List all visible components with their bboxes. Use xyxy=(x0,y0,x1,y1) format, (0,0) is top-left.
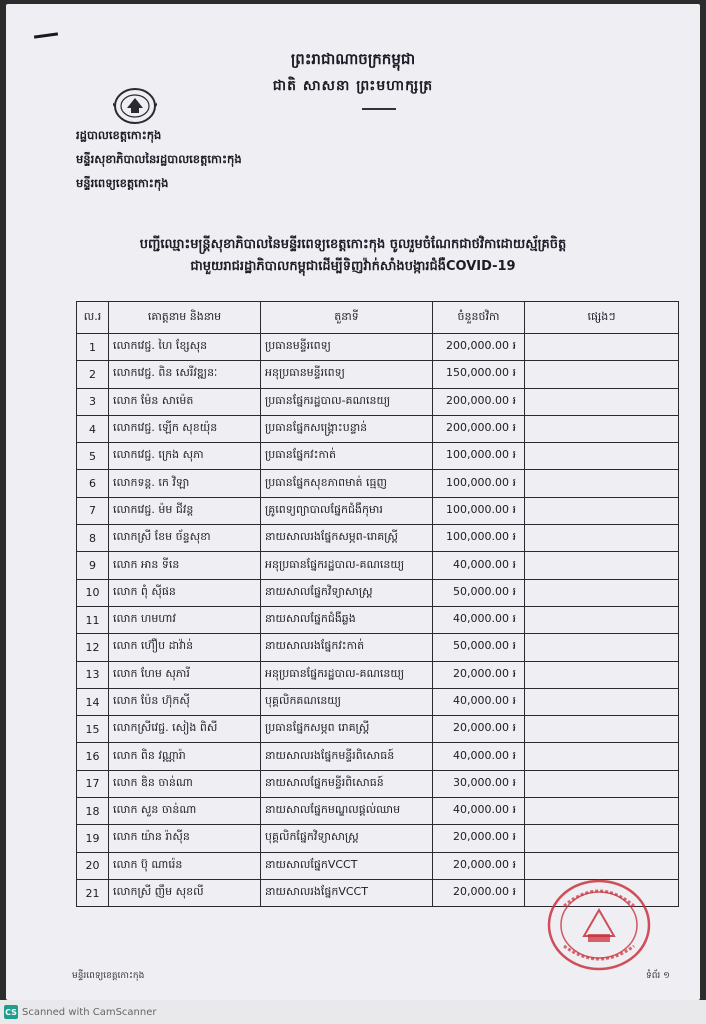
table-row xyxy=(77,716,679,743)
cell-role: ប្រធានផ្នែកសុខភាពមាត់ ធ្មេញ xyxy=(261,470,433,497)
cell-name: លោក ប៊ុ ណារ៉េន xyxy=(109,852,261,879)
cell-notes xyxy=(525,798,679,825)
cell-number: 6 xyxy=(77,470,109,497)
cell-name: លោក ប៉ែន ហ៊ុកស៊ី xyxy=(109,688,261,715)
cell-name: លោកវេជ្ជ. ពិន សេរីវឌ្ឍនៈ xyxy=(109,361,261,388)
cell-amount: 100,000.00 ៛ xyxy=(433,443,525,470)
cell-amount: 20,000.00 ៛ xyxy=(433,879,525,906)
cell-number: 2 xyxy=(77,361,109,388)
table-row xyxy=(77,415,679,442)
cell-number: 12 xyxy=(77,634,109,661)
footer-page-number: ទំព័រ ១ xyxy=(646,971,670,981)
scanner-watermark-bar xyxy=(0,1000,706,1024)
cell-number: 11 xyxy=(77,606,109,633)
cell-amount: 20,000.00 ៛ xyxy=(433,716,525,743)
cell-role: ប្រធានផ្នែកវះកាត់ xyxy=(261,443,433,470)
table-row xyxy=(77,743,679,770)
cell-number: 13 xyxy=(77,661,109,688)
table-row xyxy=(77,798,679,825)
cell-amount: 40,000.00 ៛ xyxy=(433,606,525,633)
cell-role: អនុប្រធានផ្នែករដ្ឋបាល-គណនេយ្យ xyxy=(261,661,433,688)
table-row xyxy=(77,334,679,361)
cell-amount: 40,000.00 ៛ xyxy=(433,688,525,715)
table-row xyxy=(77,361,679,388)
header-number: ល.រ xyxy=(77,302,109,334)
cell-role: នាយសាលរងផ្នែកសម្ភព-រោគស្ត្រី xyxy=(261,525,433,552)
header-name: គោត្តនាម និងនាម xyxy=(109,302,261,334)
cell-name: លោកស្រី ខែម ច័ន្ទសុខា xyxy=(109,525,261,552)
cell-notes xyxy=(525,661,679,688)
cell-amount: 40,000.00 ៛ xyxy=(433,798,525,825)
header-amount: ចំនួនថវិកា xyxy=(433,302,525,334)
pen-mark xyxy=(34,32,58,38)
cell-name: លោក ឌិន ចាន់ណា xyxy=(109,770,261,797)
table-row xyxy=(77,606,679,633)
cell-amount: 20,000.00 ៛ xyxy=(433,825,525,852)
cell-number: 20 xyxy=(77,852,109,879)
cell-name: លោក សួន ចាន់ណា xyxy=(109,798,261,825)
cell-amount: 30,000.00 ៛ xyxy=(433,770,525,797)
document-page xyxy=(6,4,700,1000)
document-title-line-1: បញ្ជីឈ្មោះមន្ត្រីសុខាភិបាលនៃមន្ទីរពេទ្យខេត្តកោះកុង ចូលរួមចំណែកជាថវិកាដោយស្ម័គ្រចិត្ត xyxy=(139,237,567,252)
cell-number: 9 xyxy=(77,552,109,579)
cell-notes xyxy=(525,743,679,770)
cell-role: ប្រធានផ្នែកសង្គ្រោះបន្ទាន់ xyxy=(261,415,433,442)
cell-name: លោកស្រីវេជ្ជ. សៀង ពិសី xyxy=(109,716,261,743)
cell-role: នាយសាលផ្នែកជំងឺឆ្លង xyxy=(261,606,433,633)
org-line-provincial-hospital: មន្ទីរពេទ្យខេត្តកោះកុង xyxy=(76,176,169,190)
cell-number: 17 xyxy=(77,770,109,797)
cell-notes xyxy=(525,552,679,579)
cell-number: 3 xyxy=(77,388,109,415)
cell-number: 10 xyxy=(77,579,109,606)
table-row xyxy=(77,770,679,797)
cell-number: 19 xyxy=(77,825,109,852)
cell-number: 5 xyxy=(77,443,109,470)
cell-name: លោកទន្ត. កេ វិឡា xyxy=(109,470,261,497)
cell-amount: 40,000.00 ៛ xyxy=(433,552,525,579)
cell-amount: 200,000.00 ៛ xyxy=(433,415,525,442)
cell-number: 8 xyxy=(77,525,109,552)
org-line-health-department: មន្ទីរសុខាភិបាលនៃរដ្ឋបាលខេត្តកោះកុង xyxy=(76,152,242,166)
cell-role: នាយសាលផ្នែកវិទ្យាសាស្ត្រ xyxy=(261,579,433,606)
national-motto: ជាតិ សាសនា ព្រះមហាក្សត្រ xyxy=(272,78,434,94)
header-role: តួនាទី xyxy=(261,302,433,334)
cell-notes xyxy=(525,770,679,797)
scanner-watermark-text: Scanned with CamScanner xyxy=(22,1006,157,1018)
footer-department: មន្ទីរពេទ្យខេត្តកោះកុង xyxy=(72,971,145,981)
cell-notes xyxy=(525,361,679,388)
cell-amount: 200,000.00 ៛ xyxy=(433,388,525,415)
cell-notes xyxy=(525,415,679,442)
document-title-line-2: ជាមួយរាជរដ្ឋាភិបាលកម្ពុជាដើម្បីទិញវ៉ាក់សាំងបង្ការជំងឺCOVID-19 xyxy=(190,259,516,274)
cell-role: នាយសាលផ្នែកមណ្ឌលផ្តល់ឈាម xyxy=(261,798,433,825)
cell-role: ប្រធានផ្នែកសម្ភព រោគស្ត្រី xyxy=(261,716,433,743)
official-seal-stamp xyxy=(544,876,654,974)
cell-role: ប្រធានមន្ទីរពេទ្យ xyxy=(261,334,433,361)
table-row xyxy=(77,661,679,688)
table-row xyxy=(77,552,679,579)
cell-role: បុគ្គលិកផ្នែកវិទ្យាសាស្ត្រ xyxy=(261,825,433,852)
cell-amount: 50,000.00 ៛ xyxy=(433,579,525,606)
cell-number: 14 xyxy=(77,688,109,715)
cell-notes xyxy=(525,825,679,852)
cell-notes xyxy=(525,716,679,743)
table-row xyxy=(77,579,679,606)
cell-name: លោកវេជ្ជ. ឡើក សុខយ៉ុន xyxy=(109,415,261,442)
cell-number: 7 xyxy=(77,497,109,524)
cell-notes xyxy=(525,634,679,661)
cell-amount: 100,000.00 ៛ xyxy=(433,470,525,497)
cell-role: នាយសាលរងផ្នែកមន្ទីរពិសោធន៍ xyxy=(261,743,433,770)
cell-notes xyxy=(525,388,679,415)
motto-ornament xyxy=(362,108,396,110)
cell-role: បុគ្គលិកគណនេយ្យ xyxy=(261,688,433,715)
cell-name: លោកវេជ្ជ. ហៃ ខ្សែសុន xyxy=(109,334,261,361)
cell-notes xyxy=(525,606,679,633)
table-header-row xyxy=(77,302,679,334)
table-row xyxy=(77,825,679,852)
cell-role: អនុប្រធានផ្នែករដ្ឋបាល-គណនេយ្យ xyxy=(261,552,433,579)
cell-name: លោក ហែម សុភារី xyxy=(109,661,261,688)
cell-notes xyxy=(525,497,679,524)
cell-amount: 100,000.00 ៛ xyxy=(433,525,525,552)
ministry-emblem-icon xyxy=(113,86,157,126)
cell-name: លោក ពិន វណ្ណារ៉ា xyxy=(109,743,261,770)
cell-name: លោក ហ៊ឿប ដាវ៉ាន់ xyxy=(109,634,261,661)
cell-role: នាយសាលរងផ្នែកវះកាត់ xyxy=(261,634,433,661)
cell-notes xyxy=(525,470,679,497)
cell-notes xyxy=(525,334,679,361)
cell-amount: 20,000.00 ៛ xyxy=(433,852,525,879)
cell-name: លោកវេជ្ជ. ម៉ម ជីវន្ត xyxy=(109,497,261,524)
table-row xyxy=(77,388,679,415)
cell-name: លោក យ៉ាន រ៉ាស៊ីន xyxy=(109,825,261,852)
cell-number: 18 xyxy=(77,798,109,825)
table-row xyxy=(77,525,679,552)
cell-amount: 50,000.00 ៛ xyxy=(433,634,525,661)
org-line-provincial-admin: រដ្ឋបាលខេត្តកោះកុង xyxy=(76,128,162,142)
cell-role: នាយសាលរងផ្នែកVCCT xyxy=(261,879,433,906)
cell-number: 1 xyxy=(77,334,109,361)
cell-number: 15 xyxy=(77,716,109,743)
cell-role: ប្រធានផ្នែករដ្ឋបាល-គណនេយ្យ xyxy=(261,388,433,415)
header-notes: ផ្សេងៗ xyxy=(525,302,679,334)
kingdom-heading: ព្រះរាជាណាចក្រកម្ពុជា xyxy=(290,50,416,68)
table-row xyxy=(77,688,679,715)
table-row xyxy=(77,443,679,470)
cell-role: អនុប្រធានមន្ទីរពេទ្យ xyxy=(261,361,433,388)
contribution-table xyxy=(76,301,679,907)
cell-amount: 40,000.00 ៛ xyxy=(433,743,525,770)
cell-notes xyxy=(525,525,679,552)
cell-amount: 200,000.00 ៛ xyxy=(433,334,525,361)
cell-name: លោក ពុំ ស៊ីផន xyxy=(109,579,261,606)
cell-notes xyxy=(525,688,679,715)
cell-role: គ្រូពេទ្យព្យាបាលផ្នែកជំងឺកុមារ xyxy=(261,497,433,524)
cell-amount: 20,000.00 ៛ xyxy=(433,661,525,688)
cell-amount: 100,000.00 ៛ xyxy=(433,497,525,524)
table-row xyxy=(77,634,679,661)
cell-role: នាយសាលផ្នែកVCCT xyxy=(261,852,433,879)
cell-number: 21 xyxy=(77,879,109,906)
table-row xyxy=(77,470,679,497)
cell-number: 4 xyxy=(77,415,109,442)
table-row xyxy=(77,497,679,524)
cell-name: លោក ម៉ែន សាម៉េត xyxy=(109,388,261,415)
cell-notes xyxy=(525,443,679,470)
cell-name: លោក អាន ទីនេ xyxy=(109,552,261,579)
cell-name: លោកស្រី ញឹម សុខលី xyxy=(109,879,261,906)
cell-role: នាយសាលផ្នែកមន្ទីរពិសោធន៍ xyxy=(261,770,433,797)
cell-notes xyxy=(525,579,679,606)
cell-amount: 150,000.00 ៛ xyxy=(433,361,525,388)
camscanner-logo-icon: CS xyxy=(4,1005,18,1019)
cell-name: លោកវេជ្ជ. ក្រេង សុភា xyxy=(109,443,261,470)
cell-name: លោក ហមហាវ xyxy=(109,606,261,633)
cell-number: 16 xyxy=(77,743,109,770)
